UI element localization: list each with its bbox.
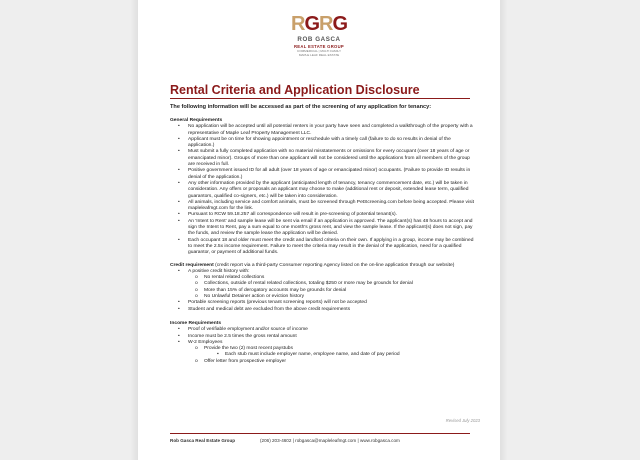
list-item: • All animals, including service and comfort animals, must be screened through PetScreening.com before being accepted. Please visit mapleleafmgt.com for the link. bbox=[170, 200, 474, 213]
list-item: • Each occupant 18 and older must meet the credit and landlord criteria on their own. If applying in a group, income may be combined to meet the 2.5x income requirement. Failure to meet the criteria may result in the denial of the application, need for a qualified guarantor, or payment of additional funds. bbox=[170, 238, 474, 257]
document-title: Rental Criteria and Application Disclosure bbox=[170, 83, 420, 97]
sub-list-item: o No Unlawful Detainer action or eviction history bbox=[170, 294, 474, 300]
list-item: • No application will be accepted until all potential renters in your party have seen and completed a walkthrough of the property with a representative of Maple Leaf Property Management LLC. bbox=[170, 124, 474, 137]
list-item: • Positive government issued ID for all adult (over 18 years of age or emancipated minor) occupants. (Failure to provide ID results in denial of the application.) bbox=[170, 168, 474, 181]
logo-letter: G bbox=[304, 13, 319, 35]
sub-list-item: o Collections, outside of rental related collections, totaling $250 or more may be grounds for denial bbox=[170, 281, 474, 287]
company-logo bbox=[286, 14, 352, 58]
general-list bbox=[170, 124, 474, 256]
logo-letter: R bbox=[319, 13, 333, 35]
list-item: • Pursuant to RCW 59.18.257 all correspondence will result in pre-screening of potential tenant(s). bbox=[170, 212, 474, 218]
title-rule bbox=[170, 98, 470, 99]
logo-name: ROB GASCA bbox=[297, 36, 341, 43]
list-item: • Portable screening reports (previous tenant screening reports) will not be accepted bbox=[170, 300, 474, 306]
page-shadow-right bbox=[500, 0, 508, 460]
list-item: • Any other information provided by the applicant (anticipated length of tenancy, tenancy commencement date, etc.) will be taken in consideration. Any offers or proposals an applicant may choose to make (additional rent or deposit, extended lease term, qualified guarantors, qualified co-signers, etc.) will be taken into consideration. bbox=[170, 181, 474, 200]
credit-list bbox=[170, 269, 474, 313]
list-item: • An 'Intent to Rent' and sample lease will be sent via email if an application is approved. The applicant(s) has 48 hours to accept and sign the Intent to Rent, pay a sum equal to one month's gross rent, and view the sample lease. If the applicant(s) does not sign, pay the funds, and review the sample lease the application will be denied. bbox=[170, 219, 474, 238]
page-shadow-left bbox=[130, 0, 138, 460]
credit-heading-note: (credit report via a third-party Consumer reporting Agency listed on the on-line application through our website) bbox=[213, 262, 455, 268]
credit-heading: Credit requirement bbox=[170, 262, 214, 268]
list-item: • W-2 Employees bbox=[170, 340, 474, 346]
footer-company: Rob Gasca Real Estate Group bbox=[170, 438, 236, 443]
income-heading: Income Requirements bbox=[170, 320, 222, 326]
list-item: • Applicant must be on time for showing appointment or reschedule with a timely call (failure to do so results in denial of the application.) bbox=[170, 137, 474, 150]
footer-rule bbox=[170, 433, 470, 434]
sub-list-item: o More than 15% of derogatory accounts may be grounds for denial bbox=[170, 288, 474, 294]
revised-date: Revised July 2023 bbox=[445, 418, 480, 423]
logo-tagline-line: MAPLE LEAF REAL ESTATE bbox=[298, 52, 340, 57]
list-item: • Proof of verifiable employment and/or source of income bbox=[170, 327, 474, 333]
income-list bbox=[170, 327, 474, 365]
sub-list-item: o Offer letter from prospective employer bbox=[170, 359, 474, 365]
logo-mark bbox=[286, 14, 352, 34]
sub-sub-list-item: ▪ Each stub must include employer name, employee name, and date of pay period bbox=[170, 352, 474, 358]
sub-list-item: o No rental related collections bbox=[170, 275, 474, 281]
logo-group: REAL ESTATE GROUP bbox=[293, 44, 344, 49]
sub-list-item: o Provide the two (2) most recent paystubs bbox=[170, 346, 474, 352]
document-page bbox=[138, 0, 500, 460]
logo-letter: G bbox=[332, 13, 348, 35]
logo-letter: R bbox=[290, 13, 305, 35]
document-body bbox=[170, 116, 474, 365]
logo-tagline bbox=[286, 50, 352, 58]
list-item: • Must submit a fully completed application with no material misstatements or omissions for every occupant (over 18 years of age or emancipated minor). Groups of more than one applicant will not be considered until the applications from all members of the group are received in full. bbox=[170, 149, 474, 168]
logo-tagline-line: COMMERCIAL | MULTI FAMILY bbox=[296, 49, 342, 53]
intro-text: The following information will be accessed as part of the screening of any application for tenancy: bbox=[170, 104, 432, 110]
general-heading: General Requirements bbox=[170, 118, 223, 123]
footer-contact: (206) 203-4602 | robgasca@mapleleafmgt.com | www.robgasca.com bbox=[260, 438, 400, 443]
list-item: • Student and medical debt are excluded from the above credit requirements bbox=[170, 307, 474, 313]
list-item: • Income must be 2.5 times the gross rental amount bbox=[170, 334, 474, 340]
list-item: • A positive credit history with: bbox=[170, 269, 474, 275]
